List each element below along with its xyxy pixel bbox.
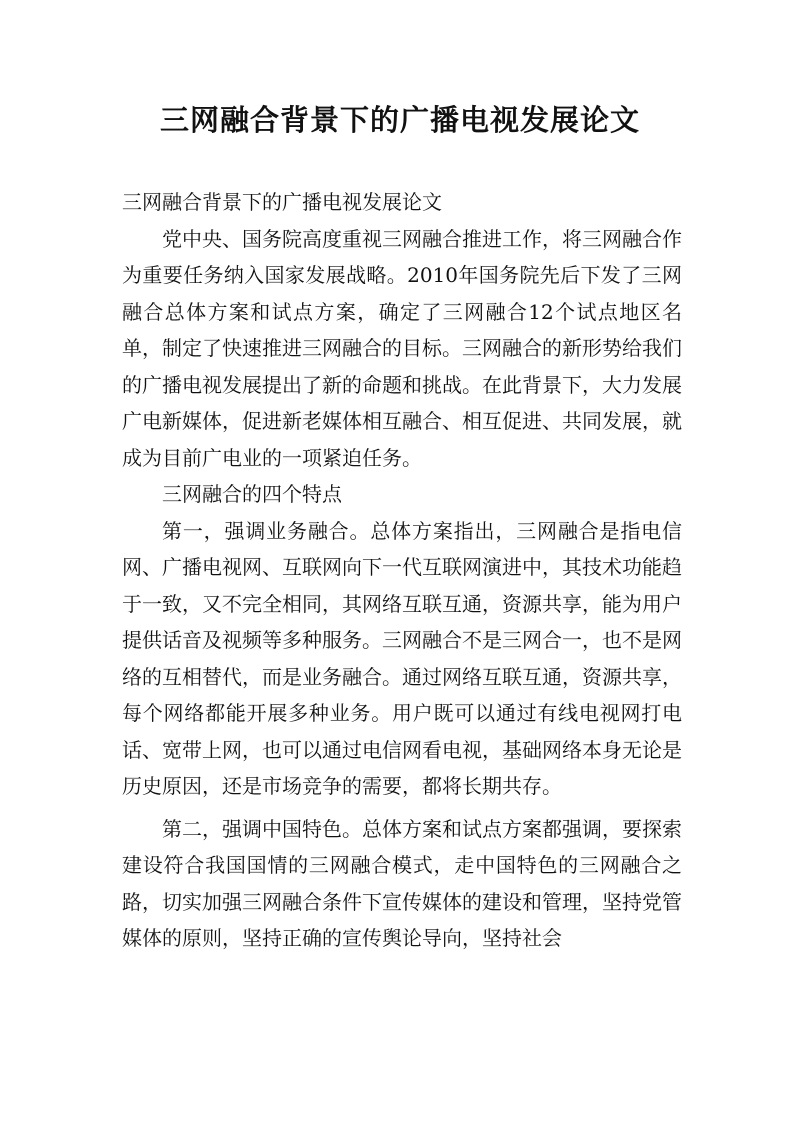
point-two-paragraph: 第二，强调中国特色。总体方案和试点方案都强调，要探索建设符合我国国情的三网融合模式，走中国特色的三网融合之路，切实加强三网融合条件下宣传媒体的建设和管理，坚持党管媒体的原则，坚持正确的宣传舆论导向，坚持社会 <box>122 816 682 950</box>
point-one-paragraph: 第一，强调业务融合。总体方案指出，三网融合是指电信网、广播电视网、互联网向下一代互联网演进中，其技术功能趋于一致，又不完全相同，其网络互联互通，资源共享，能为用户提供话音及视频等多种服务。三网融合不是三网合一，也不是网络的互相替代，而是业务融合。通过网络互联互通，资源共享，每个网络都能开展多种业务。用户既可以通过有线电视网打电话、宽带上网，也可以通过电信网看电视，基础网络本身无论是历史原因，还是市场竞争的需要，都将长期共存。 <box>122 518 682 798</box>
section-heading: 三网融合的四个特点 <box>162 482 342 506</box>
document-title: 三网融合背景下的广播电视发展论文 <box>159 103 640 137</box>
intro-paragraph: 党中央、国务院高度重视三网融合推进工作，将三网融合作为重要任务纳入国家发展战略。2010年国务院先后下发了三网融合总体方案和试点方案，确定了三网融合12个试点地区名单，制定了快速推进三网融合的目标。三网融合的新形势给我们的广播电视发展提出了新的命题和挑战。在此背景下，大力发展广电新媒体，促进新老媒体相互融合、相互促进、共同发展，就成为目前广电业的一项紧迫任务。 <box>122 226 682 470</box>
subtitle-paragraph: 三网融合背景下的广播电视发展论文 <box>122 190 442 214</box>
document-body <box>122 184 682 957</box>
